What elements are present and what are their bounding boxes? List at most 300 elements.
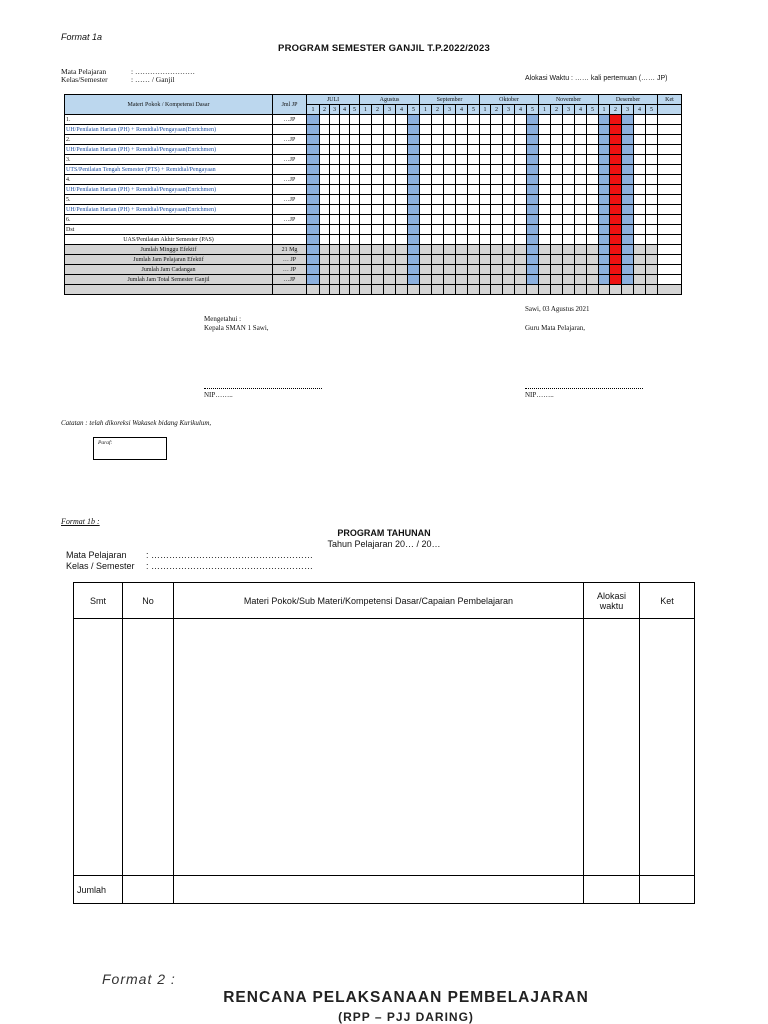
week-cell	[587, 145, 599, 155]
week-cell	[480, 125, 491, 135]
ket-cell	[658, 195, 682, 205]
week-cell	[372, 125, 384, 135]
blank-cell	[444, 285, 456, 295]
nip-guru: NIP……..	[525, 391, 554, 399]
week-cell	[634, 225, 646, 235]
week-cell	[622, 195, 634, 205]
week-cell	[384, 205, 396, 215]
jp-cell	[273, 235, 307, 245]
week-cell	[646, 275, 658, 285]
jp-cell	[273, 225, 307, 235]
ket-cell	[658, 165, 682, 175]
week-cell	[360, 175, 372, 185]
week-cell	[360, 215, 372, 225]
week-cell	[408, 145, 420, 155]
week-cell	[372, 205, 384, 215]
week-cell	[340, 265, 350, 275]
week-cell	[456, 235, 468, 245]
summary-row	[65, 275, 682, 285]
week-cell	[432, 155, 444, 165]
summary-value: …JP	[273, 275, 307, 285]
program-tahunan-table	[73, 582, 695, 904]
ket-cell	[658, 135, 682, 145]
week-cell	[527, 165, 539, 175]
week-cell	[396, 255, 408, 265]
week-cell	[610, 265, 622, 275]
header-week: 5	[646, 105, 658, 115]
week-cell	[396, 245, 408, 255]
week-cell	[646, 235, 658, 245]
week-cell	[432, 215, 444, 225]
week-cell	[491, 205, 503, 215]
week-cell	[634, 195, 646, 205]
ket-cell	[658, 205, 682, 215]
week-cell	[563, 205, 575, 215]
week-cell	[503, 255, 515, 265]
week-cell	[527, 215, 539, 225]
header-week: 3	[563, 105, 575, 115]
week-cell	[575, 205, 587, 215]
blank-cell	[551, 285, 563, 295]
week-cell	[307, 255, 320, 265]
week-cell	[307, 155, 320, 165]
week-cell	[563, 115, 575, 125]
week-cell	[408, 255, 420, 265]
kelas-value: : …… / Ganjil	[131, 75, 175, 84]
week-cell	[575, 275, 587, 285]
week-cell	[360, 205, 372, 215]
week-cell	[360, 275, 372, 285]
week-cell	[527, 275, 539, 285]
header-week: 2	[320, 105, 330, 115]
header-week: 4	[396, 105, 408, 115]
week-cell	[563, 265, 575, 275]
week-cell	[340, 245, 350, 255]
tahunan-kelas-label: Kelas / Semester	[66, 561, 135, 571]
ket-cell	[658, 245, 682, 255]
week-cell	[307, 165, 320, 175]
week-cell	[420, 145, 432, 155]
header-alokasi: Alokasi waktu	[584, 583, 640, 619]
blank-cell	[456, 285, 468, 295]
week-cell	[350, 195, 360, 205]
table-row	[65, 235, 682, 245]
week-cell	[350, 125, 360, 135]
week-cell	[384, 235, 396, 245]
header-ket: Ket	[658, 95, 682, 105]
week-cell	[350, 265, 360, 275]
week-cell	[480, 155, 491, 165]
week-cell	[408, 275, 420, 285]
week-cell	[491, 155, 503, 165]
week-cell	[330, 185, 340, 195]
week-cell	[444, 175, 456, 185]
blank-cell	[372, 285, 384, 295]
week-cell	[372, 175, 384, 185]
week-cell	[396, 125, 408, 135]
week-cell	[372, 185, 384, 195]
week-cell	[539, 155, 551, 165]
week-cell	[515, 215, 527, 225]
week-cell	[539, 165, 551, 175]
week-cell	[468, 175, 480, 185]
jp-cell	[273, 165, 307, 175]
week-cell	[320, 165, 330, 175]
week-cell	[480, 145, 491, 155]
week-cell	[360, 265, 372, 275]
tahunan-mapel-label: Mata Pelajaran	[66, 550, 127, 560]
week-cell	[503, 215, 515, 225]
jp-cell	[273, 185, 307, 195]
summary-row	[65, 265, 682, 275]
header-month-november: November	[539, 95, 599, 105]
week-cell	[384, 185, 396, 195]
header-week: 2	[372, 105, 384, 115]
week-cell	[634, 115, 646, 125]
week-cell	[575, 145, 587, 155]
week-cell	[330, 125, 340, 135]
week-cell	[551, 175, 563, 185]
week-cell	[563, 245, 575, 255]
week-cell	[622, 185, 634, 195]
week-cell	[634, 155, 646, 165]
week-cell	[599, 175, 610, 185]
table-row	[65, 175, 682, 185]
week-cell	[634, 245, 646, 255]
week-cell	[480, 235, 491, 245]
mapel-value: : ……………………	[131, 67, 195, 76]
week-cell	[491, 225, 503, 235]
week-cell	[515, 135, 527, 145]
week-cell	[350, 155, 360, 165]
week-cell	[551, 195, 563, 205]
materi-cell: 3.	[65, 155, 273, 165]
header-week: 1	[360, 105, 372, 115]
table-row	[65, 155, 682, 165]
week-cell	[372, 145, 384, 155]
table-row	[65, 185, 682, 195]
week-cell	[646, 155, 658, 165]
blank-cell	[480, 285, 491, 295]
week-cell	[491, 185, 503, 195]
week-cell	[444, 205, 456, 215]
week-cell	[372, 235, 384, 245]
materi-cell: 4.	[65, 175, 273, 185]
week-cell	[396, 195, 408, 205]
week-cell	[646, 205, 658, 215]
week-cell	[563, 125, 575, 135]
week-cell	[307, 185, 320, 195]
week-cell	[444, 215, 456, 225]
blank-cell	[575, 285, 587, 295]
week-cell	[527, 245, 539, 255]
week-cell	[340, 205, 350, 215]
week-cell	[575, 265, 587, 275]
week-cell	[480, 135, 491, 145]
week-cell	[539, 255, 551, 265]
week-cell	[444, 195, 456, 205]
summary-label: Jumlah Jam Cadangan	[65, 265, 273, 275]
week-cell	[503, 145, 515, 155]
week-cell	[491, 115, 503, 125]
materi-cell: 2.	[65, 135, 273, 145]
kelas-row	[61, 75, 175, 84]
week-cell	[551, 185, 563, 195]
week-cell	[599, 165, 610, 175]
materi-cell: 5.	[65, 195, 273, 205]
ket-cell	[658, 145, 682, 155]
week-cell	[384, 115, 396, 125]
week-cell	[599, 255, 610, 265]
week-cell	[420, 235, 432, 245]
week-cell	[515, 165, 527, 175]
week-cell	[527, 195, 539, 205]
body-materi-cell	[174, 619, 584, 876]
week-cell	[350, 235, 360, 245]
week-cell	[360, 125, 372, 135]
week-cell	[646, 225, 658, 235]
alokasi-waktu: Alokasi Waktu : …… kali pertemuan (…… JP)	[525, 75, 668, 82]
week-cell	[551, 255, 563, 265]
week-cell	[456, 205, 468, 215]
week-cell	[527, 255, 539, 265]
week-cell	[384, 195, 396, 205]
week-cell	[307, 205, 320, 215]
week-cell	[622, 265, 634, 275]
week-cell	[539, 185, 551, 195]
week-cell	[432, 245, 444, 255]
week-cell	[539, 275, 551, 285]
summary-label: Jumlah Jam Pelajaran Efektif	[65, 255, 273, 265]
week-cell	[563, 155, 575, 165]
week-cell	[320, 235, 330, 245]
week-cell	[634, 205, 646, 215]
blank-cell	[350, 285, 360, 295]
week-cell	[599, 205, 610, 215]
week-cell	[491, 175, 503, 185]
week-cell	[575, 195, 587, 205]
week-cell	[330, 165, 340, 175]
week-cell	[551, 155, 563, 165]
week-cell	[491, 165, 503, 175]
header-week: 5	[408, 105, 420, 115]
week-cell	[340, 135, 350, 145]
week-cell	[622, 165, 634, 175]
header-month-september: September	[420, 95, 480, 105]
materi-cell: UH/Penilaian Harian (PH) + Remidial/Pengayaan(Enrichmen)	[65, 205, 273, 215]
week-cell	[551, 235, 563, 245]
week-cell	[320, 135, 330, 145]
materi-cell: Dst	[65, 225, 273, 235]
header-ket-blank	[658, 105, 682, 115]
table-row	[65, 135, 682, 145]
week-cell	[360, 255, 372, 265]
tahunan-header-row	[74, 583, 695, 619]
week-cell	[330, 205, 340, 215]
header-week: 5	[527, 105, 539, 115]
week-cell	[587, 165, 599, 175]
tahunan-body-row	[74, 619, 695, 876]
rpp-subtitle: (RPP – PJJ DARING)	[338, 1010, 474, 1024]
week-cell	[372, 275, 384, 285]
program-semester-title: PROGRAM SEMESTER GANJIL T.P.2022/2023	[278, 43, 490, 54]
header-week: 1	[480, 105, 491, 115]
week-cell	[491, 275, 503, 285]
header-week: 4	[575, 105, 587, 115]
week-cell	[307, 135, 320, 145]
blank-cell	[273, 285, 307, 295]
week-cell	[340, 115, 350, 125]
week-cell	[599, 145, 610, 155]
week-cell	[634, 265, 646, 275]
week-cell	[468, 225, 480, 235]
week-cell	[503, 175, 515, 185]
header-jml-jp: Jml JP	[273, 95, 307, 115]
week-cell	[432, 125, 444, 135]
week-cell	[480, 275, 491, 285]
blank-cell	[634, 285, 646, 295]
header-week: 1	[539, 105, 551, 115]
week-cell	[350, 255, 360, 265]
week-cell	[551, 245, 563, 255]
mengetahui-label: Mengetahui :	[204, 315, 242, 323]
week-cell	[468, 185, 480, 195]
week-cell	[330, 265, 340, 275]
week-cell	[444, 245, 456, 255]
week-cell	[491, 235, 503, 245]
signature-line-guru	[525, 388, 643, 389]
week-cell	[444, 265, 456, 275]
header-month-oktober: Oktober	[480, 95, 539, 105]
week-cell	[350, 165, 360, 175]
week-cell	[599, 115, 610, 125]
header-month-agustus: Agustus	[360, 95, 420, 105]
ket-cell	[658, 115, 682, 125]
week-cell	[634, 125, 646, 135]
week-cell	[610, 115, 622, 125]
blank-cell	[384, 285, 396, 295]
week-cell	[330, 115, 340, 125]
week-cell	[599, 185, 610, 195]
week-cell	[340, 235, 350, 245]
week-cell	[539, 265, 551, 275]
week-cell	[599, 125, 610, 135]
week-cell	[491, 265, 503, 275]
ket-cell	[658, 225, 682, 235]
week-cell	[408, 235, 420, 245]
table-row	[65, 195, 682, 205]
week-cell	[307, 215, 320, 225]
week-cell	[396, 155, 408, 165]
week-cell	[340, 155, 350, 165]
week-cell	[515, 265, 527, 275]
week-cell	[610, 185, 622, 195]
week-cell	[432, 115, 444, 125]
week-cell	[634, 175, 646, 185]
week-cell	[330, 275, 340, 285]
header-week: 3	[622, 105, 634, 115]
week-cell	[634, 165, 646, 175]
table-row	[65, 125, 682, 135]
week-cell	[408, 205, 420, 215]
week-cell	[456, 155, 468, 165]
week-cell	[587, 255, 599, 265]
week-cell	[396, 135, 408, 145]
header-materi: Materi Pokok/Sub Materi/Kompetensi Dasar/Capaian Pembelajaran	[174, 583, 584, 619]
week-cell	[360, 245, 372, 255]
week-cell	[420, 275, 432, 285]
week-cell	[396, 275, 408, 285]
ket-cell	[658, 125, 682, 135]
week-cell	[432, 185, 444, 195]
week-cell	[622, 155, 634, 165]
week-cell	[551, 225, 563, 235]
body-alokasi-cell	[584, 619, 640, 876]
week-cell	[372, 165, 384, 175]
blank-cell	[396, 285, 408, 295]
week-cell	[515, 125, 527, 135]
week-cell	[575, 165, 587, 175]
week-cell	[515, 225, 527, 235]
week-cell	[444, 225, 456, 235]
blank-cell	[622, 285, 634, 295]
week-cell	[646, 255, 658, 265]
week-cell	[384, 175, 396, 185]
program-tahunan-title: PROGRAM TAHUNAN	[337, 528, 431, 538]
header-month-juli: JULI	[307, 95, 360, 105]
week-cell	[350, 115, 360, 125]
week-cell	[551, 205, 563, 215]
week-cell	[491, 145, 503, 155]
week-cell	[456, 195, 468, 205]
signature-line-kepala	[204, 388, 322, 389]
week-cell	[307, 245, 320, 255]
week-cell	[480, 115, 491, 125]
week-cell	[396, 185, 408, 195]
week-cell	[575, 225, 587, 235]
week-cell	[503, 115, 515, 125]
week-cell	[307, 195, 320, 205]
week-cell	[599, 155, 610, 165]
week-cell	[320, 185, 330, 195]
jp-cell	[273, 145, 307, 155]
week-cell	[491, 245, 503, 255]
week-cell	[587, 235, 599, 245]
week-cell	[587, 275, 599, 285]
week-cell	[575, 185, 587, 195]
week-cell	[575, 215, 587, 225]
materi-cell: UTS/Penilaian Tengah Semester (PTS) + Remidial/Pengayaan	[65, 165, 273, 175]
week-cell	[444, 115, 456, 125]
week-cell	[610, 195, 622, 205]
format-2-label: Format 2 :	[102, 971, 176, 987]
week-cell	[563, 145, 575, 155]
week-cell	[503, 155, 515, 165]
week-cell	[360, 195, 372, 205]
week-cell	[527, 265, 539, 275]
week-cell	[420, 115, 432, 125]
blank-cell	[340, 285, 350, 295]
blank-cell	[330, 285, 340, 295]
week-cell	[320, 245, 330, 255]
week-cell	[634, 255, 646, 265]
week-cell	[503, 265, 515, 275]
week-cell	[563, 185, 575, 195]
week-cell	[420, 215, 432, 225]
week-cell	[622, 215, 634, 225]
week-cell	[340, 275, 350, 285]
mapel-label: Mata Pelajaran	[61, 67, 107, 76]
